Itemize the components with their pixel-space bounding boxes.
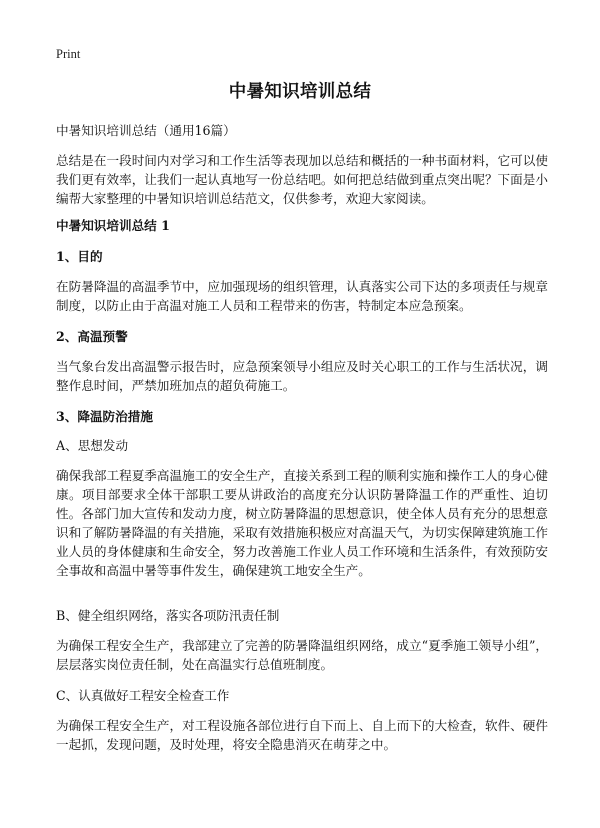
item-heading-warning: 2、高温预警	[56, 329, 128, 344]
item-heading-measures: 3、降温防治措施	[56, 409, 153, 424]
subsection-heading-a: A、思想发动	[56, 438, 129, 453]
item-heading-purpose: 1、目的	[56, 249, 103, 264]
item-body-warning: 当气象台发出高温警示报告时，应急预案领导小组应及时关心职工的工作与生活状况，调整作息时间，严禁加班加点的超负荷施工。	[56, 359, 548, 393]
section-title: 中暑知识培训总结 1	[56, 218, 170, 233]
item-body-purpose: 在防暑降温的高温季节中，应加强现场的组织管理，认真落实公司下达的多项责任与规章制度，以防止由于高温对施工人员和工程带来的伤害，特制定本应急预案。	[56, 279, 548, 313]
print-label[interactable]: Print	[56, 47, 81, 61]
document-subtitle: 中暑知识培训总结（通用16篇）	[56, 123, 236, 138]
subsection-body-b: 为确保工程安全生产，我部建立了完善的防暑降温组织网络，成立“夏季施工领导小组”，层层落实岗位责任制，处在高温实行总值班制度。	[56, 638, 548, 672]
intro-paragraph: 总结是在一段时间内对学习和工作生活等表现加以总结和概括的一种书面材料，它可以使我们更有效率，让我们一起认真地写一份总结吧。如何把总结做到重点突出呢？下面是小编帮大家整理的中暑知识培训总结范文，仅供参考，欢迎大家阅读。	[56, 153, 548, 206]
subsection-heading-b: B、健全组织网络，落实各项防汛责任制	[56, 608, 280, 623]
subsection-heading-c: C、认真做好工程安全检查工作	[56, 688, 230, 703]
page-title: 中暑知识培训总结	[228, 82, 372, 102]
subsection-body-c: 为确保工程安全生产，对工程设施各部位进行自下而上、自上而下的大检查，软件、硬件一起抓，发现问题，及时处理，将安全隐患消灭在萌芽之中。	[56, 718, 548, 752]
subsection-body-a: 确保我部工程夏季高温施工的安全生产，直接关系到工程的顺利实施和操作工人的身心健康。项目部要求全体干部职工要从讲政治的高度充分认识防暑降温工作的严重性、迫切性。各部门加大宣传和发动力度，树立防暑降温的思想意识，使全体人员有充分的思想意识和了解防暑降温的有关措施，采取有效措施积极应对高温天气，为切实保障建筑施工作业人员的身体健康和生命安全，努力改善施工作业人员工作环境和生活条件，有效预防安全事故和高温中暑等事件发生，确保建筑工地安全生产。	[56, 468, 548, 578]
